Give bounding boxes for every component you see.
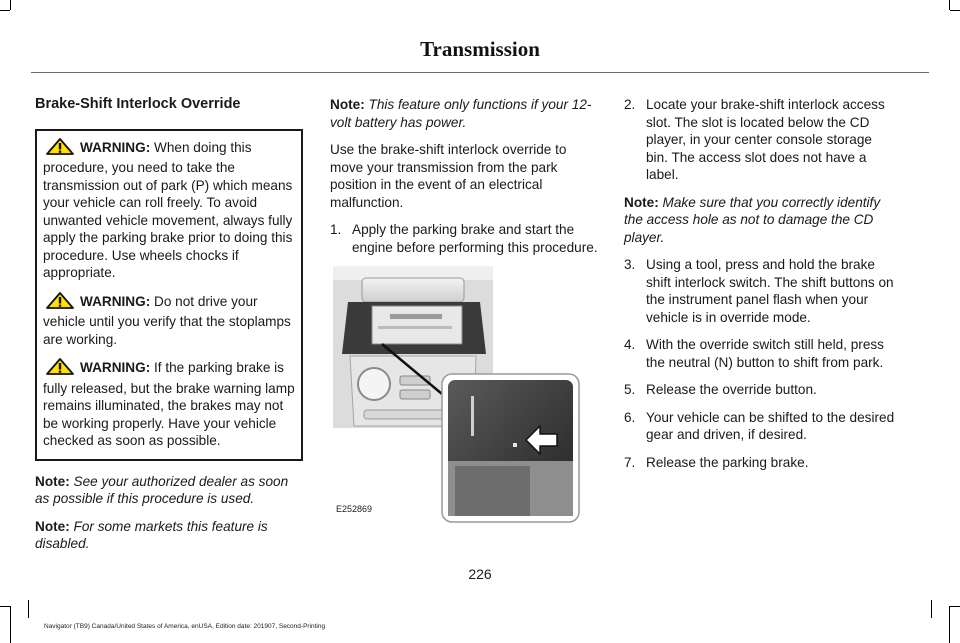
header-divider (31, 72, 929, 73)
warning-text: Do not drive your vehicle until you verify that the stoplamps are working. (43, 293, 291, 347)
footer-edition-text: Navigator (TB9) Canada/United States of America, enUSA, Edition date: 201907, Second-Printing (44, 623, 326, 630)
list-item (624, 454, 896, 472)
section-heading: Brake-Shift Interlock Override (35, 96, 241, 112)
warning-label: WARNING: (80, 293, 151, 309)
crop-mark (0, 606, 10, 607)
warning-paragraph (43, 138, 297, 282)
step-number: 7. (624, 454, 636, 470)
crop-mark (931, 600, 932, 618)
step-text: Using a tool, press and hold the brake shift interlock switch. The shift buttons on the instrument panel flash when your vehicle is in override mode. (646, 257, 894, 325)
warning-paragraph (43, 358, 297, 450)
crop-mark (950, 10, 960, 11)
step-number: 2. (624, 97, 636, 112)
crop-mark (950, 606, 960, 607)
console-illustration (330, 266, 580, 526)
step-text: Locate your brake-shift interlock access slot. The slot is located below the CD player, in your center console storage bin. The access slot does not have a label. (646, 97, 885, 182)
step-number: 1. (330, 222, 342, 237)
crop-mark (0, 10, 10, 11)
crop-mark (949, 0, 950, 10)
column-middle (330, 96, 600, 526)
warning-text: If the parking brake is fully released, but the brake warning lamp remains illuminated, the brakes may not be working properly. Have your vehicle checked as soon as possible. (43, 360, 295, 448)
step-text: Apply the parking brake and start the engine before performing this procedure. (352, 222, 598, 255)
step-number: 5. (624, 382, 636, 397)
step-number: 3. (624, 257, 636, 272)
note-label: Note: (330, 97, 365, 112)
crop-mark (10, 0, 11, 10)
warning-triangle-icon (46, 358, 74, 380)
step-list (624, 256, 896, 471)
warning-label: WARNING: (80, 139, 151, 155)
column-left (35, 96, 303, 563)
list-item (624, 256, 896, 326)
list-item (624, 336, 896, 371)
list-item (624, 381, 896, 399)
column-right (624, 96, 896, 481)
page-title: Transmission (420, 37, 540, 61)
list-item (624, 409, 896, 444)
note-paragraph (35, 518, 303, 553)
note-text: For some markets this feature is disabled. (35, 518, 268, 551)
note-text: This feature only functions if your 12-volt battery has power. (330, 97, 592, 130)
warning-paragraph (43, 292, 297, 349)
crop-mark (10, 606, 11, 643)
crop-mark (949, 606, 950, 643)
note-label: Note: (35, 473, 70, 489)
step-text: Your vehicle can be shifted to the desired gear and driven, if desired. (646, 409, 895, 442)
warning-triangle-icon (46, 292, 74, 314)
step-text: Release the override button. (646, 382, 817, 397)
step-number: 4. (624, 337, 636, 352)
warning-box (35, 129, 303, 461)
step-text: Release the parking brake. (646, 454, 809, 470)
note-label: Note: (624, 194, 659, 210)
intro-paragraph: Use the brake-shift interlock override to move your transmission from the park position in the event of an electrical malfunction. (330, 142, 567, 210)
note-text: Make sure that you correctly identify the access hole as not to damage the CD player. (624, 194, 881, 245)
note-text: See your authorized dealer as soon as possible if this procedure is used. (35, 473, 289, 506)
warning-label: WARNING: (80, 360, 151, 375)
step-text: With the override switch still held, press the neutral (N) button to shift from park. (646, 337, 884, 370)
list-item (330, 221, 600, 256)
warning-text: When doing this procedure, you need to take the transmission out of park (P) which means your vehicle can roll freely. To avoid unwanted vehicle movement, always fully apply the parking brake prior to doing this procedure. Use wheels chocks if appropriate. (43, 139, 293, 280)
list-item (624, 96, 896, 184)
step-number: 6. (624, 409, 636, 425)
note-paragraph (330, 96, 600, 131)
crop-mark (28, 600, 29, 618)
step-list (624, 96, 896, 184)
note-paragraph (35, 473, 303, 508)
step-list (330, 221, 600, 256)
warning-triangle-icon (46, 138, 74, 160)
note-paragraph (624, 194, 896, 247)
note-label: Note: (35, 518, 70, 534)
page-number: 226 (468, 566, 492, 582)
figure-label: E252869 (336, 504, 373, 514)
